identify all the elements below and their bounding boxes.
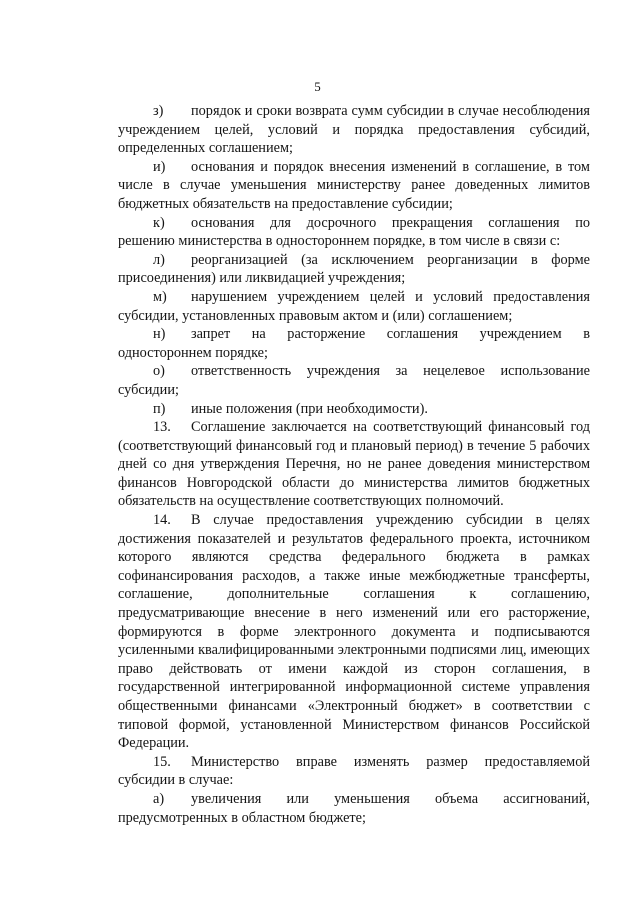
- list-marker: а): [153, 790, 165, 807]
- clause-number: 14.: [153, 512, 171, 529]
- document-body: [118, 102, 590, 827]
- paragraph-text: основания для досрочного прекращения соглашения по решению министерства в одностороннем порядке, в том числе в связи с:: [118, 214, 590, 250]
- paragraph-p: [118, 400, 590, 419]
- paragraph-text: иные положения (при необходимости).: [191, 400, 428, 417]
- list-marker: о): [153, 363, 165, 380]
- paragraph-o: [118, 362, 590, 399]
- list-marker: к): [153, 214, 165, 231]
- clause-number: 13.: [153, 419, 171, 436]
- paragraph-z: [118, 102, 590, 158]
- paragraph-a: [118, 790, 590, 827]
- paragraph-m: [118, 288, 590, 325]
- paragraph-text: реорганизацией (за исключением реорганизации в форме присоединения) или ликвидацией учреждения;: [118, 251, 590, 287]
- paragraph-text: Министерство вправе изменять размер предоставляемой субсидии в случае:: [118, 753, 590, 789]
- paragraph-14: [118, 511, 590, 753]
- paragraph-k: [118, 214, 590, 251]
- list-marker: п): [153, 400, 166, 417]
- list-marker: л): [153, 251, 165, 268]
- paragraph-l: [118, 251, 590, 288]
- paragraph-text: В случае предоставления учреждению субсидии в целях достижения показателей и результатов федерального проекта, источником которого являются средства федерального бюджета в рамках софинансирования расходов, а также иные межбюджетные трансферты, соглашение, дополнительные соглашения к соглашению, предусматривающие внесение в него изменений или его расторжение, формируются в форме электронного документа и подписываются усиленными квалифицированными электронными подписями лиц, имеющих право действовать от имени каждой из сторон соглашения, в государственной интегрированной информационной системе управления общественными финансами «Электронный бюджет» в соответствии с типовой формой, установленной Министерством финансов Российской Федерации.: [118, 512, 590, 752]
- paragraph-i: [118, 158, 590, 214]
- paragraph-text: запрет на расторжение соглашения учреждением в одностороннем порядке;: [118, 326, 590, 361]
- paragraph-text: ответственность учреждения за нецелевое использование субсидии;: [118, 363, 590, 398]
- paragraph-text: нарушением учреждением целей и условий предоставления субсидии, установленных правовым актом и (или) соглашением;: [118, 288, 590, 324]
- list-marker: н): [153, 326, 166, 343]
- paragraph-text: Соглашение заключается на соответствующий финансовый год (соответствующий финансовый год и плановый период) в течение 5 рабочих дней со дня утверждения Перечня, но не ранее доведения министерством финансов Новгородской области до министерства лимитов бюджетных обязательств на осуществление соответствующих полномочий.: [118, 419, 590, 510]
- clause-number: 15.: [153, 753, 171, 770]
- paragraph-n: [118, 325, 590, 362]
- page-number: 5: [314, 79, 321, 94]
- list-marker: и): [153, 158, 166, 175]
- paragraph-13: [118, 418, 590, 511]
- paragraph-text: основания и порядок внесения изменений в соглашение, в том числе в случае уменьшения министерству ранее доведенных лимитов бюджетных обязательств на предоставление субсидии;: [118, 158, 590, 212]
- paragraph-15: [118, 753, 590, 790]
- paragraph-text: увеличения или уменьшения объема ассигнований, предусмотренных в областном бюджете;: [118, 790, 590, 826]
- paragraph-text: порядок и сроки возврата сумм субсидии в случае несоблюдения учреждением целей, условий и порядка предоставления субсидий, определенных соглашением;: [118, 103, 590, 157]
- list-marker: м): [153, 288, 167, 305]
- list-marker: з): [153, 103, 164, 119]
